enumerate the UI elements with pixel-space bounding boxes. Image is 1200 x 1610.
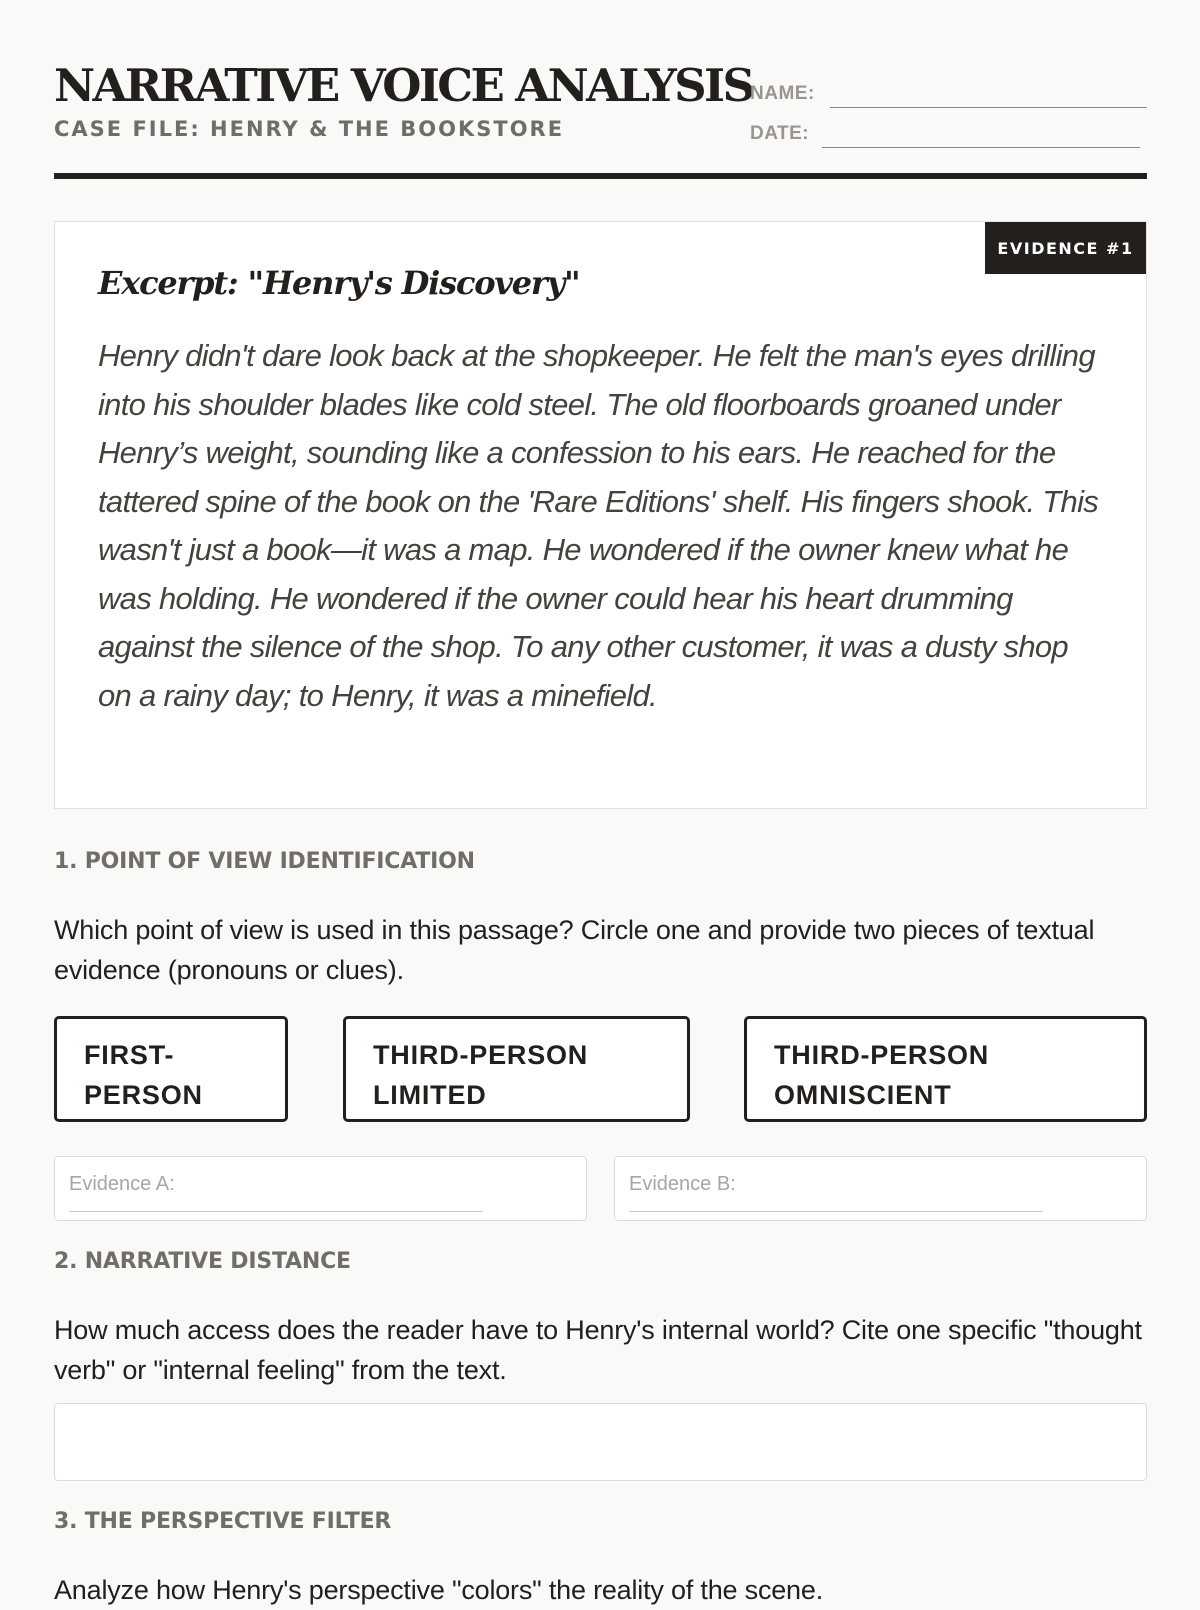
evidence-tag: EVIDENCE #1 <box>985 222 1146 274</box>
worksheet-header <box>54 55 1147 180</box>
excerpt-passage: Henry didn't dare look back at the shopkeeper. He felt the man's eyes drilling into his shoulder blades like cold steel. The old floorboards groaned under Henry’s weight, sounding like a confession to his ears. He reached for the tattered spine of the book on the 'Rare Editions' shelf. His fingers shook. This wasn't just a book—it was a map. He wondered if the owner knew what he was holding. He wondered if the owner could hear his heart drumming against the silence of the shop. To any other customer, it was a dusty shop on a rainy day; to Henry, it was a minefield. <box>98 338 1099 713</box>
excerpt-card <box>54 221 1147 809</box>
name-field[interactable] <box>750 81 1147 111</box>
pov-option-label-line1: FIRST- <box>84 1040 175 1070</box>
section-1-prompt: Which point of view is used in this passage? Circle one and provide two pieces of textual evidence (pronouns or clues). <box>54 915 1095 985</box>
evidence-a-blank-line <box>69 1211 483 1212</box>
worksheet-page <box>54 0 1147 1605</box>
date-field[interactable] <box>750 121 1147 151</box>
date-blank-line[interactable] <box>822 147 1140 148</box>
excerpt-title: Excerpt: "Henry's Discovery" <box>98 264 580 302</box>
evidence-b-label: Evidence B: <box>629 1173 736 1195</box>
pov-option-label-line2: PERSON <box>84 1080 203 1110</box>
pov-option-label-line2: OMNISCIENT <box>774 1080 952 1110</box>
section-3-prompt: Analyze how Henry's perspective "colors" the reality of the scene. <box>54 1575 823 1605</box>
evidence-b-blank-line <box>629 1211 1043 1212</box>
pov-option-third-person-omniscient[interactable] <box>744 1016 1147 1122</box>
section-2-prompt: How much access does the reader have to Henry's internal world? Cite one specific "thought verb" or "internal feeling" from the text. <box>54 1315 1142 1385</box>
section-2-answer-box[interactable] <box>54 1403 1147 1481</box>
date-label: DATE: <box>750 123 810 144</box>
pov-option-label-line2: LIMITED <box>373 1080 487 1110</box>
pov-option-label-line1: THIRD-PERSON <box>373 1040 589 1070</box>
pov-option-label-line1: THIRD-PERSON <box>774 1040 990 1070</box>
pov-option-first-person[interactable] <box>54 1016 288 1122</box>
header-divider <box>54 173 1147 179</box>
section-3-heading: 3. THE PERSPECTIVE FILTER <box>54 1509 392 1534</box>
name-blank-line[interactable] <box>830 107 1147 108</box>
section-1-heading: 1. POINT OF VIEW IDENTIFICATION <box>54 849 475 874</box>
case-file-subtitle: CASE FILE: HENRY & THE BOOKSTORE <box>54 117 565 141</box>
pov-option-third-person-limited[interactable] <box>343 1016 690 1122</box>
evidence-b-field[interactable] <box>614 1156 1147 1221</box>
evidence-a-label: Evidence A: <box>69 1173 175 1195</box>
section-2-heading: 2. NARRATIVE DISTANCE <box>54 1249 351 1274</box>
worksheet-title: NARRATIVE VOICE ANALYSIS <box>54 59 753 112</box>
name-label: NAME: <box>750 83 815 104</box>
evidence-a-field[interactable] <box>54 1156 587 1221</box>
